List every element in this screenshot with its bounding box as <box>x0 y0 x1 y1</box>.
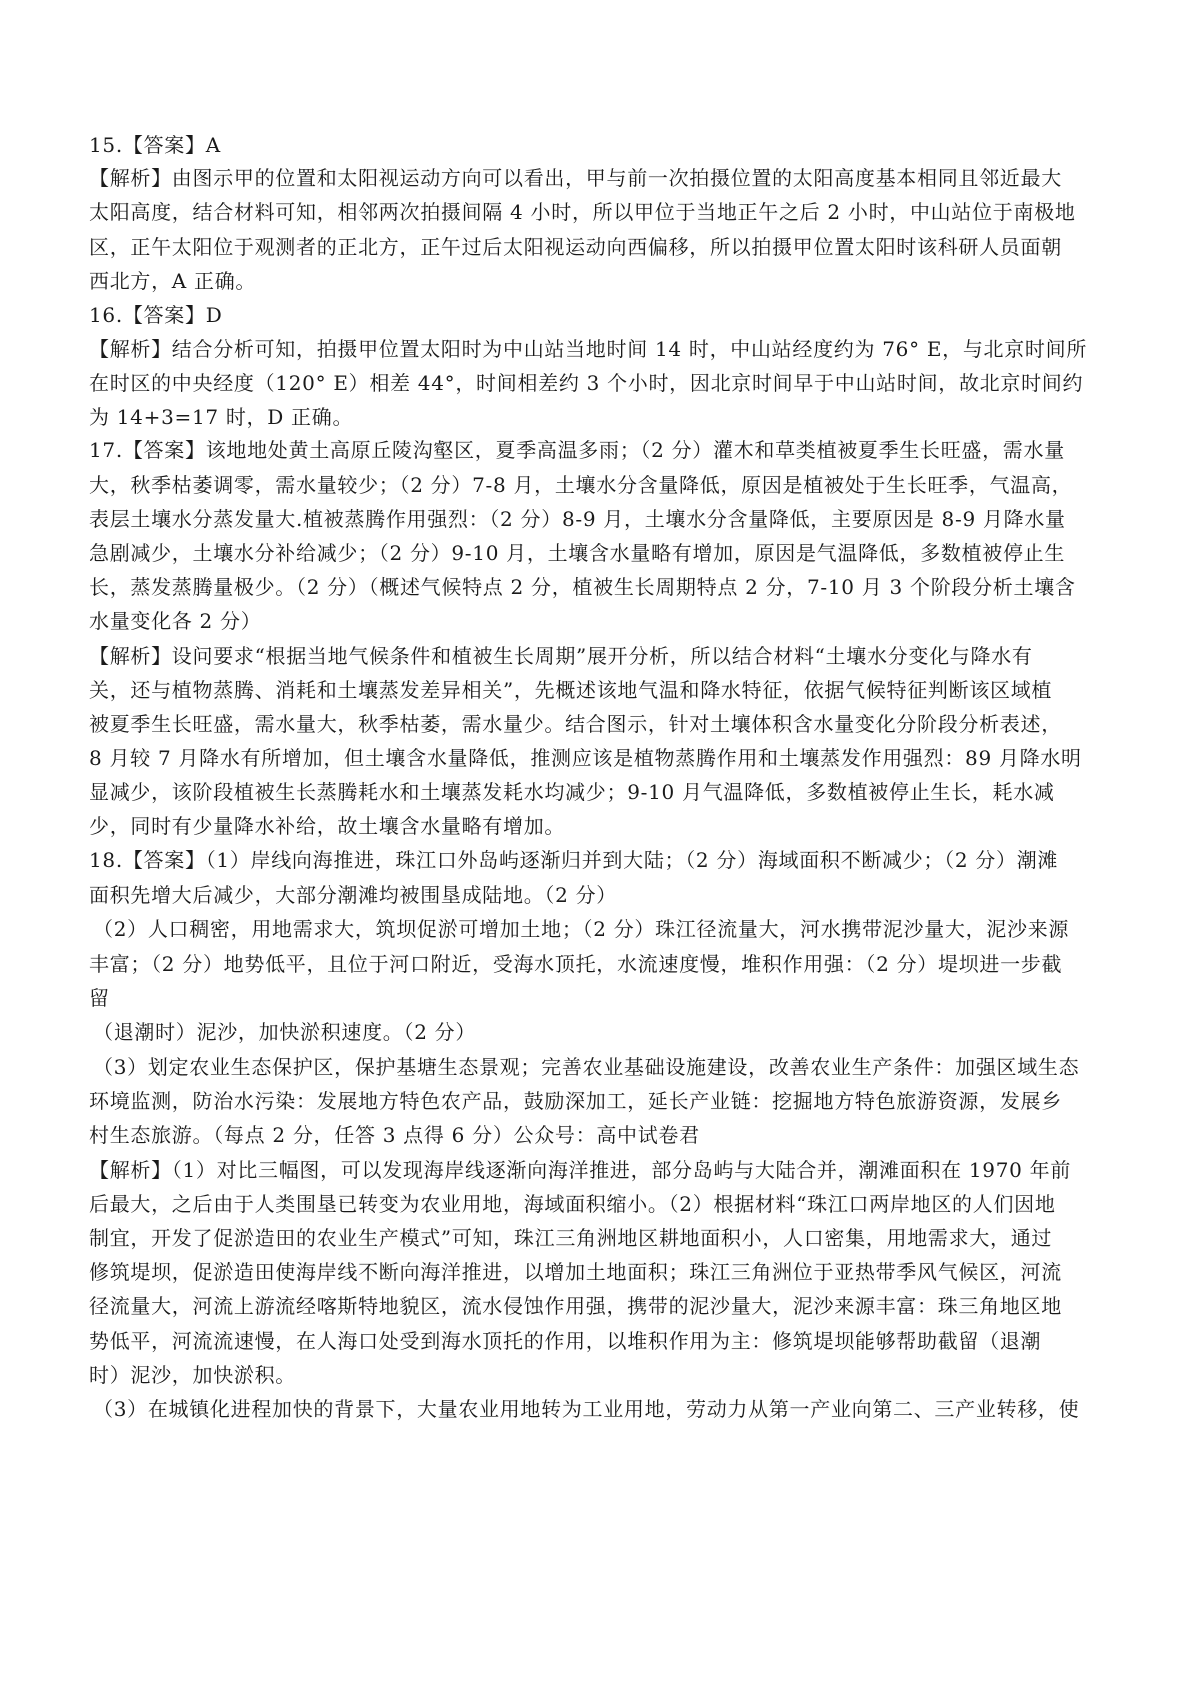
text-line: 8 月较 7 月降水有所增加，但土壤含水量降低，推测应该是植物蒸腾作用和土壤蒸发作用强烈：89 月降水明 <box>89 746 1082 770</box>
text-line: 16.【答案】D <box>89 303 223 327</box>
text-line: 时）泥沙，加快淤积。 <box>89 1363 296 1387</box>
text-line: 留 <box>89 986 110 1010</box>
text-line: 后最大，之后由于人类围垦已转变为农业用地，海域面积缩小。（2）根据材料“珠江口两岸地区的人们因地 <box>89 1192 1056 1216</box>
text-line: 区，正午太阳位于观测者的正北方，正午过后太阳视运动向西偏移，所以拍摄甲位置太阳时该科研人员面朝 <box>89 235 1062 259</box>
text-line: 【解析】由图示甲的位置和太阳视运动方向可以看出，甲与前一次拍摄位置的太阳高度基本相同且邻近最大 <box>89 166 1062 190</box>
text-line: 西北方，A 正确。 <box>89 269 257 293</box>
text-line: 丰富；（2 分）地势低平，且位于河口附近，受海水顶托，水流速度慢，堆积作用强：（2 分）堤坝进一步截 <box>89 952 1063 976</box>
text-line: 制宜，开发了促淤造田的农业生产模式”可知，珠江三角洲地区耕地面积小，人口密集，用地需求大，通过 <box>89 1226 1053 1250</box>
text-line: 修筑堤坝，促淤造田使海岸线不断向海洋推进，以增加土地面积；珠江三角洲位于亚热带季风气候区，河流 <box>89 1260 1062 1284</box>
text-line: 长，蒸发蒸腾量极少。（2 分）（概述气候特点 2 分，植被生长周期特点 2 分，7-10 月 3 个阶段分析土壤含 <box>89 575 1076 599</box>
text-line: 15.【答案】A <box>89 133 221 157</box>
text-line: 环境监测，防治水污染：发展地方特色农产品，鼓励深加工，延长产业链：挖掘地方特色旅游资源，发展乡 <box>89 1089 1062 1113</box>
text-line: 17.【答案】该地地处黄土高原丘陵沟壑区，夏季高温多雨；（2 分）灌木和草类植被夏季生长旺盛，需水量 <box>89 438 1065 462</box>
text-line: 【解析】结合分析可知，拍摄甲位置太阳时为中山站当地时间 14 时，中山站经度约为 76° E，与北京时间所 <box>89 337 1088 361</box>
text-line: 太阳高度，结合材料可知，相邻两次拍摄间隔 4 小时，所以甲位于当地正午之后 2 小时，中山站位于南极地 <box>89 200 1076 224</box>
text-line: 面积先增大后减少，大部分潮滩均被围垦成陆地。（2 分） <box>89 883 617 907</box>
text-line: 村生态旅游。（每点 2 分，任答 3 点得 6 分）公众号：高中试卷君 <box>89 1123 700 1147</box>
text-line: （2）人口稠密，用地需求大，筑坝促淤可增加土地；（2 分）珠江径流量大，河水携带泥沙量大，泥沙来源 <box>93 917 1070 941</box>
text-line: 【解析】（1）对比三幅图，可以发现海岸线逐渐向海洋推进，部分岛屿与大陆合并，潮滩面积在 1970 年前 <box>89 1158 1072 1182</box>
text-line: （退潮时）泥沙，加快淤积速度。（2 分） <box>93 1020 477 1044</box>
text-line: 【解析】设问要求“根据当地气候条件和植被生长周期”展开分析，所以结合材料“土壤水分变化与降水有 <box>89 644 1033 668</box>
text-line: （3）在城镇化进程加快的背景下，大量农业用地转为工业用地，劳动力从第一产业向第二、三产业转移，使 <box>93 1397 1080 1421</box>
text-line: 水量变化各 2 分） <box>89 609 262 633</box>
text-line: 被夏季生长旺盛，需水量大，秋季枯萎，需水量少。结合图示，针对土壤体积含水量变化分阶段分析表述， <box>89 712 1062 736</box>
text-line: 势低平，河流流速慢，在人海口处受到海水顶托的作用，以堆积作用为主：修筑堤坝能够帮助截留（退潮 <box>89 1329 1042 1353</box>
text-line: 径流量大，河流上游流经喀斯特地貌区，流水侵蚀作用强，携带的泥沙量大，泥沙来源丰富：珠三角地区地 <box>89 1294 1062 1318</box>
text-line: 急剧减少，土壤水分补给减少；（2 分）9-10 月，土壤含水量略有增加，原因是气温降低，多数植被停止生 <box>89 541 1066 565</box>
text-line: 表层土壤水分蒸发量大.植被蒸腾作用强烈：（2 分）8-9 月，土壤水分含量降低，主要原因是 8-9 月降水量 <box>89 507 1066 531</box>
text-line: 在时区的中央经度（120° E）相差 44°，时间相差约 3 个小时，因北京时间早于中山站时间，故北京时间约 <box>89 371 1084 395</box>
text-line: 关，还与植物蒸腾、消耗和土壤蒸发差异相关”，先概述该地气温和降水特征，依据气候特征判断该区域植 <box>89 678 1053 702</box>
text-line: 为 14+3=17 时，D 正确。 <box>89 405 354 429</box>
text-line: 18.【答案】（1）岸线向海推进，珠江口外岛屿逐渐归并到大陆；（2 分）海域面积不断减少；（2 分）潮滩 <box>89 848 1059 872</box>
text-line: （3）划定农业生态保护区，保护基塘生态景观；完善农业基础设施建设，改善农业生产条件：加强区域生态 <box>93 1055 1080 1079</box>
text-line: 大，秋季枯萎调零，需水量较少；（2 分）7-8 月，土壤水分含量降低，原因是植被处于生长旺季，气温高， <box>89 473 1073 497</box>
text-line: 少，同时有少量降水补给，故土壤含水量略有增加。 <box>89 814 566 838</box>
text-line: 显减少，该阶段植被生长蒸腾耗水和土壤蒸发耗水均减少；9-10 月气温降低，多数植被停止生长，耗水减 <box>89 780 1055 804</box>
